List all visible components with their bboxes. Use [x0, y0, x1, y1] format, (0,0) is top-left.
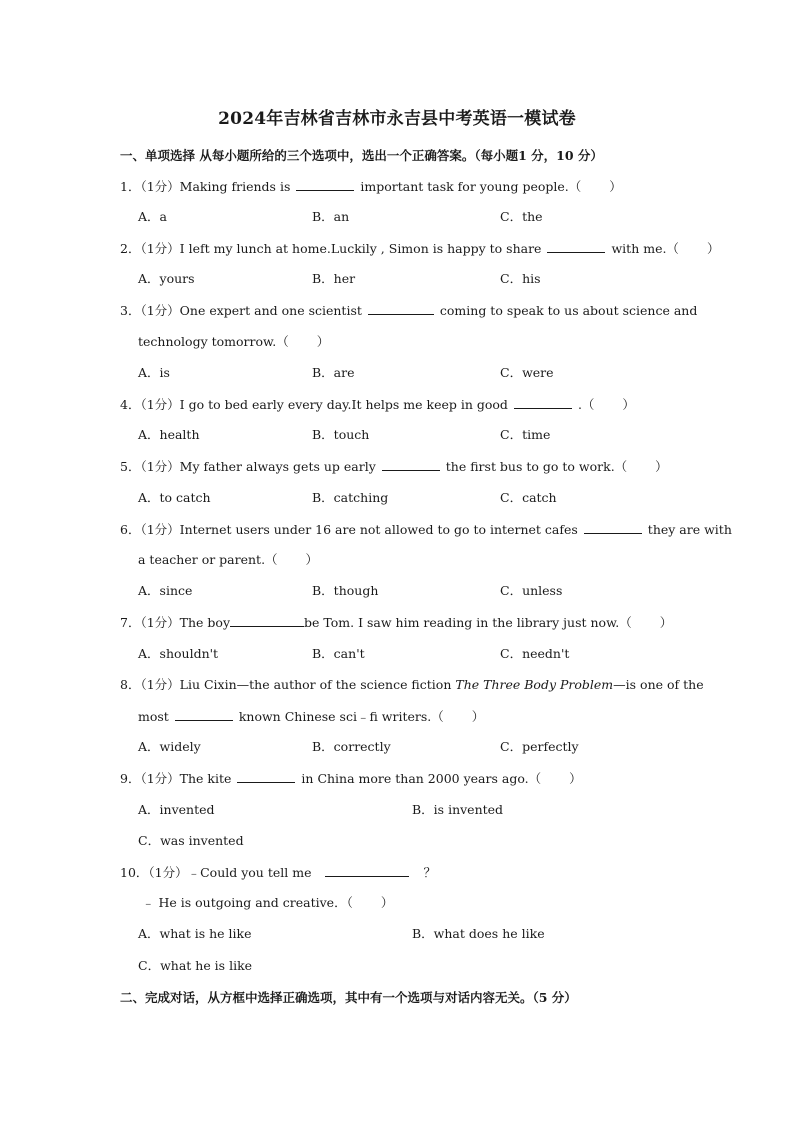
option-c: C．perfectly — [500, 739, 579, 754]
question-text: Liu Cixin—the author of the science fiction — [179, 677, 452, 692]
option-c: C．needn't — [500, 646, 570, 661]
question-text: technology tomorrow.（ — [138, 334, 289, 349]
answer-blank — [175, 708, 233, 721]
question-2 — [120, 240, 719, 257]
question-text: ﹣ He is outgoing and creative．（ — [142, 895, 353, 910]
option-a: A．shouldn't — [138, 646, 219, 661]
option-a: A．a — [138, 209, 167, 224]
option-a: A．health — [138, 427, 200, 442]
question-text: with me.（ — [611, 241, 679, 256]
question-number: 4．（1分） — [120, 397, 180, 412]
paren-close: ） — [569, 771, 582, 786]
paren-close: ） — [471, 709, 485, 724]
question-text: —is one of the — [613, 677, 704, 692]
answer-blank — [382, 458, 440, 471]
answer-blank — [230, 614, 304, 627]
book-title: The Three Body Problem — [455, 677, 614, 692]
paren-close: ） — [316, 334, 330, 349]
option-a: A．since — [138, 583, 193, 598]
answer-blank — [368, 302, 434, 315]
question-text: Making friends is — [179, 179, 291, 194]
question-number: 9．（1分） — [120, 771, 180, 786]
paren-close: ） — [622, 397, 635, 412]
question-3-continued — [138, 334, 329, 350]
question-text: The kite — [179, 771, 232, 786]
question-text: ？ — [423, 865, 436, 880]
question-9 — [120, 770, 582, 787]
option-c: C．were — [500, 365, 554, 380]
question-number: 2．（1分） — [120, 241, 180, 256]
question-3 — [120, 302, 697, 319]
option-a: A．what is he like — [138, 926, 252, 941]
question-10 — [120, 864, 436, 881]
question-number: 5．（1分） — [120, 459, 180, 474]
paren-close: ） — [609, 179, 622, 194]
question-text: I left my lunch at home.Luckily , Simon is happy to share — [179, 241, 542, 256]
option-b: B．though — [312, 583, 379, 598]
question-text: they are with — [647, 522, 732, 537]
section-1-heading: 一、单项选择 从每小题所给的三个选项中，选出一个正确答案。（每小题1 分，10 分） — [120, 148, 603, 163]
answer-blank — [547, 240, 605, 253]
question-number: 3．（1分） — [120, 303, 180, 318]
section-2-heading: 二、完成对话，从方框中选择正确选项，其中有一个选项与对话内容无关。（5 分） — [120, 990, 577, 1005]
question-number: 6．（1分） — [120, 522, 180, 537]
paren-close: ） — [706, 241, 720, 256]
paren-close: ） — [380, 895, 394, 910]
paren-close: ） — [659, 615, 673, 630]
question-4 — [120, 396, 635, 413]
question-number: 7．（1分） — [120, 615, 180, 630]
option-b: B．an — [312, 209, 350, 224]
question-number: 8．（1分） — [120, 677, 180, 692]
answer-blank — [325, 864, 409, 877]
question-text: Internet users under 16 are not allowed to go to internet cafes — [179, 522, 578, 537]
option-c: C．was invented — [138, 833, 244, 848]
question-text: .（ — [577, 397, 595, 412]
question-6-continued — [138, 552, 318, 568]
question-1 — [120, 178, 622, 195]
option-a: A．to catch — [138, 490, 211, 505]
option-a: A．invented — [138, 802, 215, 817]
option-b: B．is invented — [412, 802, 504, 817]
option-a: A．yours — [138, 271, 195, 286]
question-text: important task for young people.（ — [360, 179, 582, 194]
question-text: the first bus to go to work.（ — [445, 459, 628, 474]
question-7 — [120, 614, 672, 631]
question-text: in China more than 2000 years ago.（ — [301, 771, 542, 786]
answer-blank — [237, 770, 295, 783]
question-text: coming to speak to us about science and — [439, 303, 698, 318]
option-b: B．what does he like — [412, 926, 545, 941]
question-number: 1．（1分） — [120, 179, 180, 194]
option-b: B．can't — [312, 646, 365, 661]
option-b: B．are — [312, 365, 355, 380]
option-c: C．unless — [500, 583, 563, 598]
question-text: The boy — [179, 615, 231, 630]
answer-blank — [296, 178, 354, 191]
option-b: B．her — [312, 271, 356, 286]
question-text: I go to bed early every day.It helps me keep in good — [179, 397, 508, 412]
option-a: A．widely — [138, 739, 201, 754]
question-text: be Tom. I saw him reading in the library just now.（ — [304, 615, 632, 630]
option-a: A．is — [138, 365, 170, 380]
option-b: B．touch — [312, 427, 370, 442]
option-c: C．time — [500, 427, 551, 442]
question-text: ﹣Could you tell me — [187, 865, 312, 880]
answer-blank — [584, 521, 642, 534]
question-8 — [120, 677, 704, 693]
paren-close: ） — [305, 552, 319, 567]
option-c: C．what he is like — [138, 958, 253, 973]
question-text: One expert and one scientist — [179, 303, 362, 318]
question-8-continued — [138, 708, 484, 725]
question-5 — [120, 458, 668, 475]
option-c: C．catch — [500, 490, 557, 505]
option-b: B．catching — [312, 490, 389, 505]
page-title: 2024年吉林省吉林市永吉县中考英语一模试卷 — [218, 109, 576, 129]
question-6 — [120, 521, 732, 538]
question-number: 10．（1分） — [120, 865, 188, 880]
question-text: known Chinese sci﹣fi writers.（ — [238, 709, 444, 724]
paren-close: ） — [655, 459, 668, 474]
answer-blank — [514, 396, 572, 409]
option-c: C．his — [500, 271, 541, 286]
option-c: C．the — [500, 209, 543, 224]
question-text: My father always gets up early — [179, 459, 376, 474]
question-text: most — [138, 709, 169, 724]
question-10-continued — [142, 895, 393, 911]
option-b: B．correctly — [312, 739, 391, 754]
question-text: a teacher or parent.（ — [138, 552, 278, 567]
